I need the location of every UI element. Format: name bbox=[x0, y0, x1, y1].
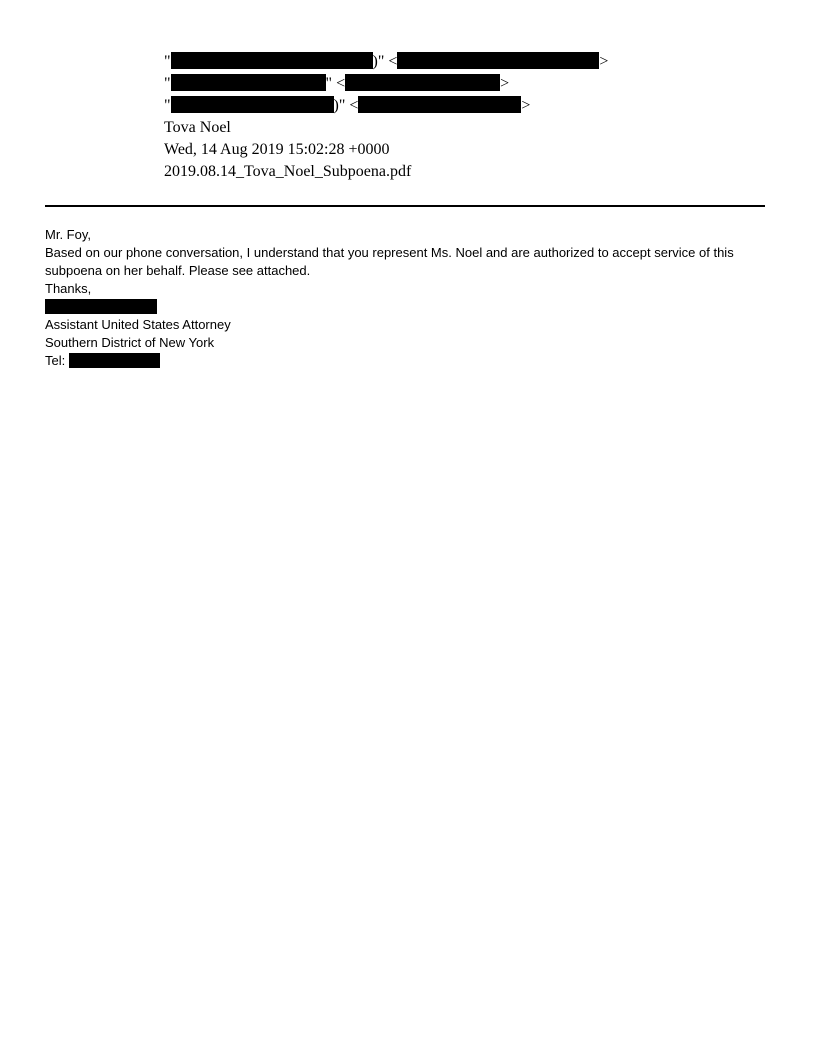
message-body bbox=[45, 226, 770, 370]
date-value: Wed, 14 Aug 2019 15:02:28 +0000 bbox=[164, 141, 390, 158]
redacted-sender-email bbox=[397, 52, 599, 69]
signature-name bbox=[45, 298, 770, 316]
from-value: " )" < > bbox=[164, 53, 609, 70]
greeting: Mr. Foy, bbox=[45, 227, 91, 242]
tel-label: Tel: bbox=[45, 353, 66, 368]
redacted-recipient-name bbox=[171, 74, 326, 91]
cc-value: " )" < > bbox=[164, 97, 531, 114]
to-value: " " < > bbox=[164, 75, 510, 92]
closing: Thanks, bbox=[45, 281, 92, 296]
redacted-phone-number bbox=[69, 353, 160, 368]
redacted-cc-name bbox=[171, 96, 334, 113]
redacted-sender-name bbox=[171, 52, 373, 69]
message-paragraph: Based on our phone conversation, I understand that you represent Ms. Noel and are authorized to accept service of this subpoena on her behalf. Please see attached. bbox=[45, 245, 734, 278]
attachment-filename[interactable]: 2019.08.14_Tova_Noel_Subpoena.pdf bbox=[164, 163, 412, 180]
header-divider bbox=[45, 205, 765, 207]
redacted-cc-email bbox=[358, 96, 521, 113]
signature-title: Assistant United States Attorney bbox=[45, 317, 231, 332]
redacted-recipient-email bbox=[345, 74, 500, 91]
signature-office: Southern District of New York bbox=[45, 335, 215, 350]
subject-value: Tova Noel bbox=[164, 119, 231, 136]
redacted-signature-name bbox=[45, 299, 157, 314]
signature-tel bbox=[45, 352, 770, 370]
